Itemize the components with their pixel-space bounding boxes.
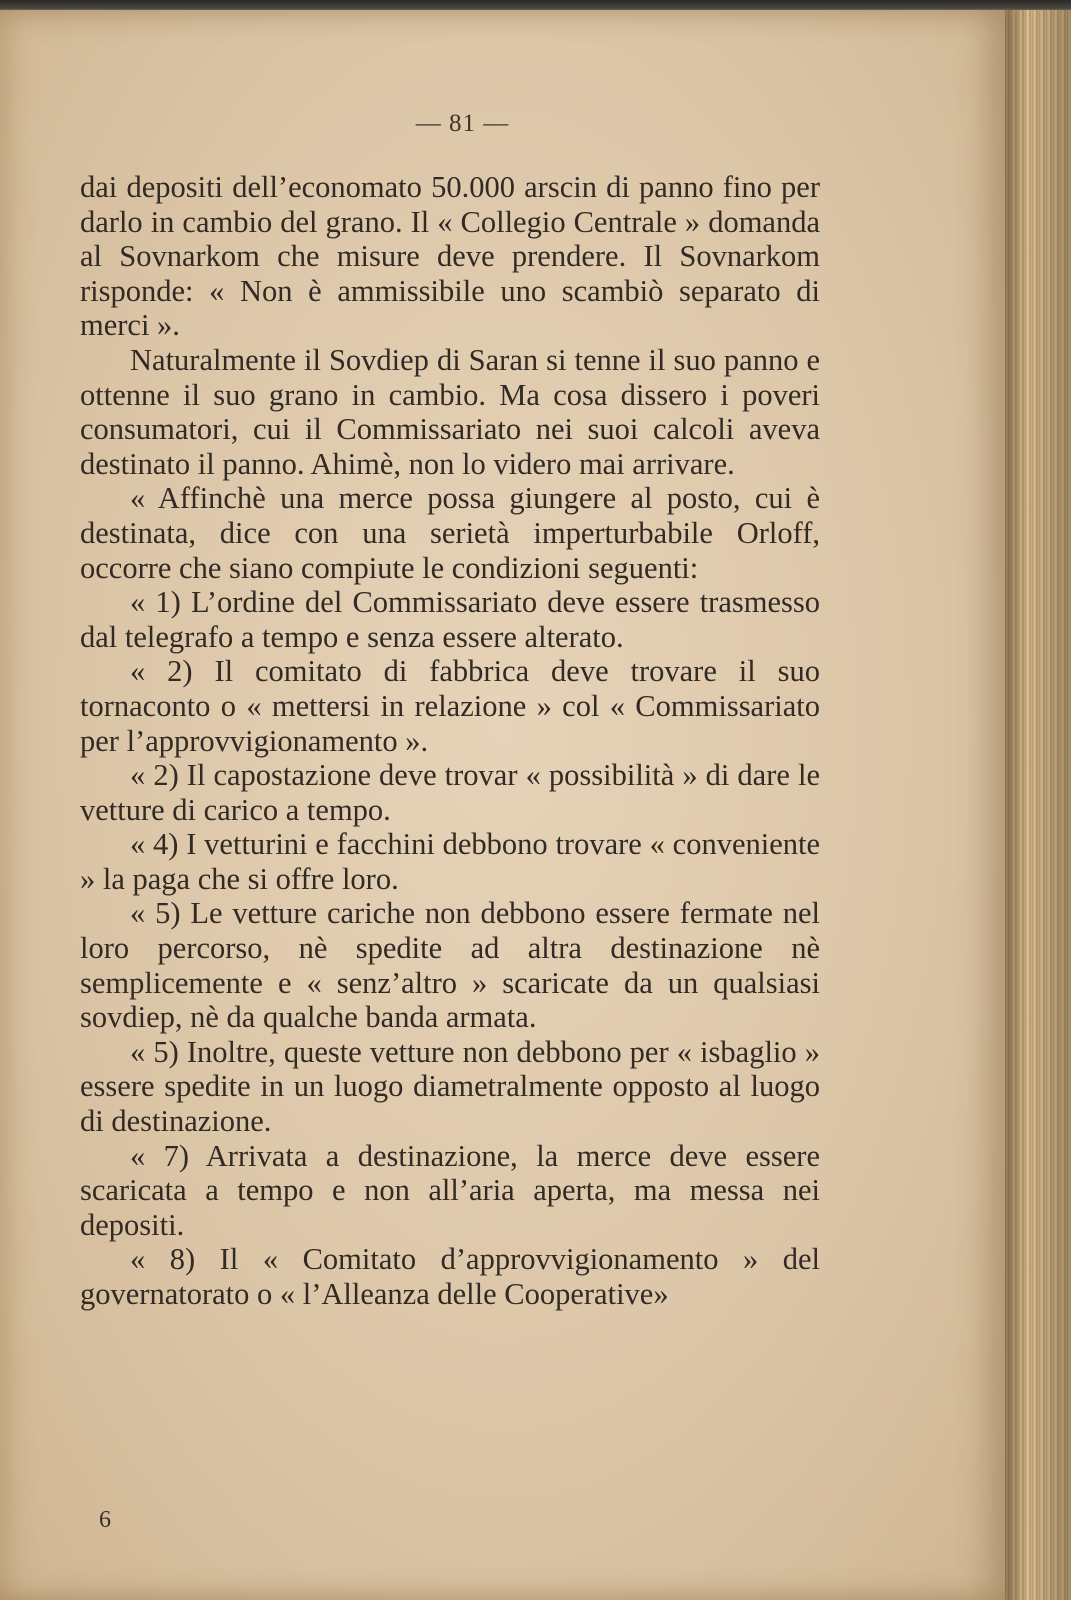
paragraph: « 4) I vetturini e facchini debbono trovare « conveniente » la paga che si offre loro. (80, 827, 820, 896)
paragraph: « 2) Il capostazione deve trovar « possibilità » di dare le vetture di carico a tempo. (80, 758, 820, 827)
paragraph: Naturalmente il Sovdiep di Saran si tenne il suo panno e ottenne il suo grano in cambio. Ma cosa dissero i poveri consumatori, cui il Commissariato nei suoi calcoli aveva destinato il panno. Ahimè, non lo videro mai arrivare. (80, 342, 820, 481)
paragraph: « Affinchè una merce possa giungere al posto, cui è destinata, dice con una serietà imperturbabile Orloff, occorre che siano compiute le condizioni seguenti: (80, 481, 820, 585)
paragraph: dai depositi dell’economato 50.000 arscin di panno fino per darlo in cambio del grano. Il « Collegio Centrale » domanda al Sovnarkom che misure deve prendere. Il Sovnarkom risponde: « Non è ammissibile uno scambiò separato di merci ». (80, 170, 820, 343)
page-sheet (0, 10, 1005, 1600)
page-edges (1005, 10, 1071, 1600)
paragraph: « 5) Le vetture cariche non debbono essere fermate nel loro percorso, nè spedite ad altra destinazione nè semplicemente e « senz’altro » scaricate da un qualsiasi sovdiep, nè da qualche banda armata. (80, 896, 820, 1035)
body-text (80, 170, 820, 1312)
paragraph: « 5) Inoltre, queste vetture non debbono per « isbaglio » essere spedite in un luogo diametralmente opposto al luogo di destinazione. (80, 1034, 820, 1139)
page-number: — 81 — (415, 110, 510, 137)
paragraph: « 7) Arrivata a destinazione, la merce deve essere scaricata a tempo e non all’aria aperta, ma messa nei depositi. (80, 1138, 820, 1242)
signature-mark: 6 (99, 1507, 111, 1533)
paragraph: « 1) L’ordine del Commissariato deve essere trasmesso dal telegrafo a tempo e senza essere alterato. (80, 585, 820, 654)
paragraph: « 8) Il « Comitato d’approvvigionamento » del governatorato o « l’Alleanza delle Cooperative» (80, 1242, 820, 1311)
paragraph: « 2) Il comitato di fabbrica deve trovare il suo tornaconto o « mettersi in relazione » col « Commissariato per l’approvvigionamento ». (80, 654, 820, 758)
